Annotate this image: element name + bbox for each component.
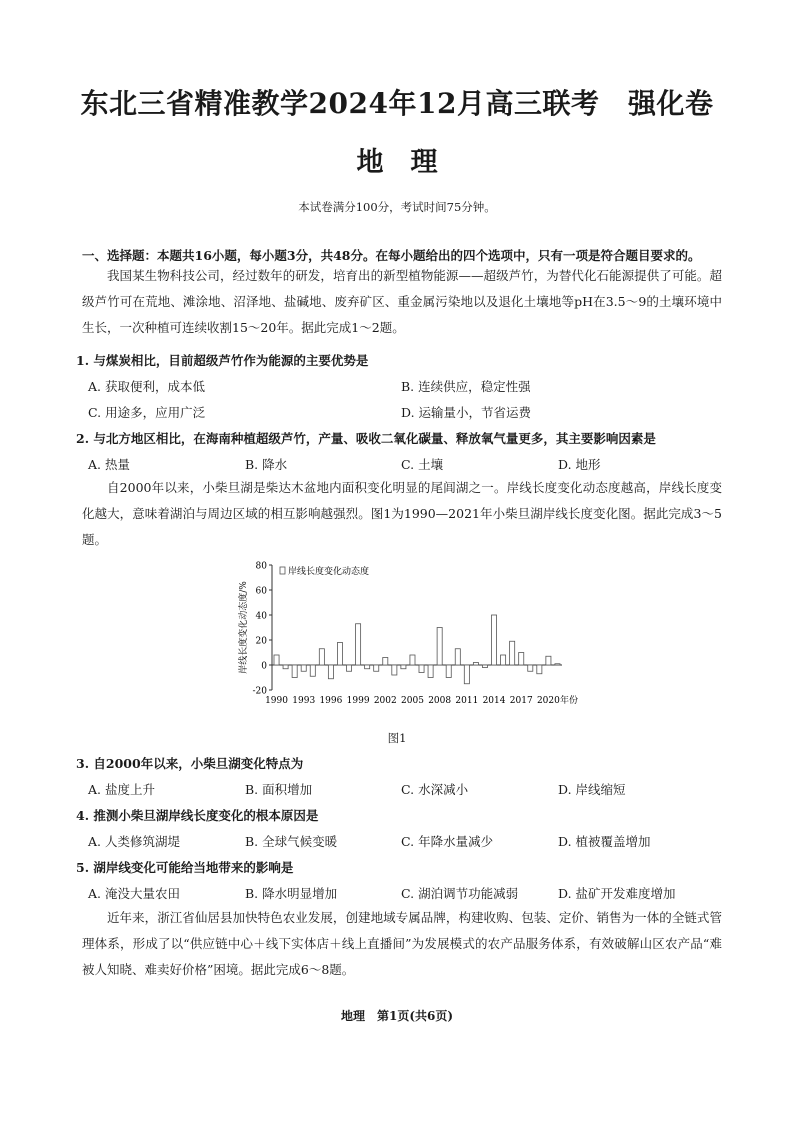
passage-1-line: 土壤环境中生长，一次种植可连续收割15～20年。据此完成1～2题。 bbox=[82, 294, 722, 335]
bar bbox=[437, 628, 442, 666]
q1-option-d: D. 运输量小，节省运费 bbox=[401, 405, 532, 420]
q4-option-d: D. 植被覆盖增加 bbox=[558, 834, 651, 849]
legend-swatch bbox=[280, 567, 285, 574]
q4-option-a: A. 人类修筑湖堤 bbox=[88, 834, 180, 849]
bar bbox=[537, 665, 542, 674]
exam-title: 东北三省精准教学2024年12月高三联考 强化卷 bbox=[80, 87, 714, 120]
bar bbox=[365, 665, 370, 669]
q5-option-c: C. 湖泊调节功能减弱 bbox=[401, 886, 519, 901]
bar bbox=[356, 624, 361, 665]
q3-option-c: C. 水深减小 bbox=[401, 782, 469, 797]
question-4-stem: 4. 推测小柴旦湖岸线长度变化的根本原因是 bbox=[76, 808, 319, 823]
x-tick-label: 2005 bbox=[401, 696, 424, 706]
x-tick-label: 1996 bbox=[319, 696, 343, 706]
passage-3 bbox=[82, 905, 722, 983]
q2-option-d: D. 地形 bbox=[558, 457, 601, 472]
q1-option-a: A. 获取便利，成本低 bbox=[88, 379, 205, 394]
q5-option-a: A. 淹没大量农田 bbox=[88, 886, 180, 901]
passage-3-line: 管理体系，形成了以“供应链中心＋线下实体店＋线上直播间”为发展模式的农产品服务体系，有效破解山区农 bbox=[82, 910, 722, 951]
q1-option-c: C. 用途多，应用广泛 bbox=[88, 405, 206, 420]
bar bbox=[319, 649, 324, 665]
legend-label: 岸线长度变化动态度 bbox=[288, 567, 370, 577]
bar bbox=[464, 665, 469, 684]
bar bbox=[501, 655, 506, 665]
bar bbox=[392, 665, 397, 675]
subject-title: 地 理 bbox=[356, 147, 438, 178]
bar bbox=[510, 641, 515, 665]
passage-1-line: 能。超级芦竹可在荒地、滩涂地、沼泽地、盐碱地、废弃矿区、重金属污染地以及退化土壤地等pH在3.5～9的 bbox=[82, 268, 722, 309]
bar bbox=[473, 663, 478, 666]
y-tick-label: 20 bbox=[255, 636, 267, 647]
q5-option-d: D. 盐矿开发难度增加 bbox=[558, 886, 676, 901]
bar bbox=[546, 656, 551, 665]
x-tick-label: 2017 bbox=[509, 696, 533, 706]
figure-caption: 图1 bbox=[387, 731, 407, 745]
bar bbox=[383, 658, 388, 666]
x-tick-label: 1993 bbox=[292, 696, 316, 706]
q2-option-a: A. 热量 bbox=[88, 457, 130, 472]
y-tick-label: 60 bbox=[255, 586, 267, 597]
page-footer: 地理 第1页(共6页) bbox=[340, 1009, 454, 1023]
question-3-stem: 3. 自2000年以来，小柴旦湖变化特点为 bbox=[76, 756, 304, 771]
bar bbox=[482, 665, 487, 668]
passage-2-line: 自2000年以来，小柴旦湖是柴达木盆地内面积变化明显的尾闾湖之一。岸线长度变化动态度越高，岸线 bbox=[107, 480, 685, 495]
exam-info: 本试卷满分100分，考试时间75分钟。 bbox=[298, 200, 496, 214]
passage-2-line: 据此完成3～5题。 bbox=[82, 506, 722, 547]
bar bbox=[374, 665, 379, 671]
bar bbox=[446, 665, 451, 678]
passage-1 bbox=[82, 263, 722, 341]
x-tick-label: 2011 bbox=[455, 696, 479, 706]
q2-option-b: B. 降水 bbox=[245, 457, 288, 472]
x-tick-label: 2002 bbox=[373, 696, 397, 706]
section-heading: 一、选择题：本题共16小题，每小题3分，共48分。在每小题给出的四个选项中，只有一项是符合题目要求的。 bbox=[82, 248, 701, 263]
q3-option-d: D. 岸线缩短 bbox=[558, 782, 626, 797]
x-tick-label: 2014 bbox=[482, 696, 506, 706]
q4-option-c: C. 年降水量减少 bbox=[401, 834, 494, 849]
question-1-stem: 1. 与煤炭相比，目前超级芦竹作为能源的主要优势是 bbox=[76, 353, 369, 368]
passage-2 bbox=[82, 475, 722, 553]
bar bbox=[301, 665, 306, 671]
x-tick-label: 1999 bbox=[346, 696, 370, 706]
question-5-stem: 5. 湖岸线变化可能给当地带来的影响是 bbox=[76, 860, 294, 875]
q2-option-c: C. 土壤 bbox=[401, 457, 444, 472]
bar bbox=[428, 665, 433, 678]
passage-2-line: 长度变化越大，意味着湖泊与周边区域的相互影响越强烈。图1为1990—2021年小柴旦湖岸线长度变化图。 bbox=[82, 480, 722, 521]
y-tick-label: 0 bbox=[261, 661, 267, 672]
passage-1-line: 我国某生物科技公司，经过数年的研发，培育出的新型植物能源——超级芦竹，为替代化石能源提供了可 bbox=[107, 268, 685, 283]
shoreline-change-chart bbox=[230, 555, 579, 725]
bar bbox=[528, 665, 533, 671]
bar bbox=[491, 615, 496, 665]
bar bbox=[292, 665, 297, 678]
question-2-stem: 2. 与北方地区相比，在海南种植超级芦竹，产量、吸收二氧化碳量、释放氧气量更多，其主要影响因素是 bbox=[76, 431, 656, 446]
bar bbox=[310, 665, 315, 676]
bar bbox=[337, 643, 342, 666]
bar bbox=[555, 664, 560, 665]
bar bbox=[328, 665, 333, 679]
y-tick-label: -20 bbox=[252, 686, 267, 697]
q5-option-b: B. 降水明显增加 bbox=[245, 886, 338, 901]
bar bbox=[283, 665, 288, 669]
x-tick-label: 1990 bbox=[265, 696, 288, 706]
y-tick-label: 40 bbox=[255, 611, 267, 622]
q4-option-b: B. 全球气候变暖 bbox=[245, 834, 338, 849]
bar bbox=[519, 653, 524, 666]
bar bbox=[274, 655, 279, 665]
y-axis-label: 岸线长度变化动态度/% bbox=[239, 581, 249, 674]
y-tick-label: 80 bbox=[255, 561, 267, 572]
q3-option-a: A. 盐度上升 bbox=[88, 782, 155, 797]
x-axis-label: 年份 bbox=[560, 696, 579, 706]
x-tick-label: 2020 bbox=[536, 696, 560, 706]
q3-option-b: B. 面积增加 bbox=[245, 782, 313, 797]
bar bbox=[419, 665, 424, 673]
bar bbox=[401, 665, 406, 669]
bar bbox=[410, 655, 415, 665]
bar bbox=[455, 649, 460, 665]
bar bbox=[346, 665, 351, 671]
passage-3-line: 近年来，浙江省仙居县加快特色农业发展，创建地域专属品牌，构建收购、包装、定价、销售为一体的全链式 bbox=[107, 910, 710, 925]
q1-option-b: B. 连续供应，稳定性强 bbox=[401, 379, 531, 394]
passage-3-line: 产品“难被人知晓、难卖好价格”困境。据此完成6～8题。 bbox=[82, 936, 722, 977]
x-tick-label: 2008 bbox=[428, 696, 452, 706]
